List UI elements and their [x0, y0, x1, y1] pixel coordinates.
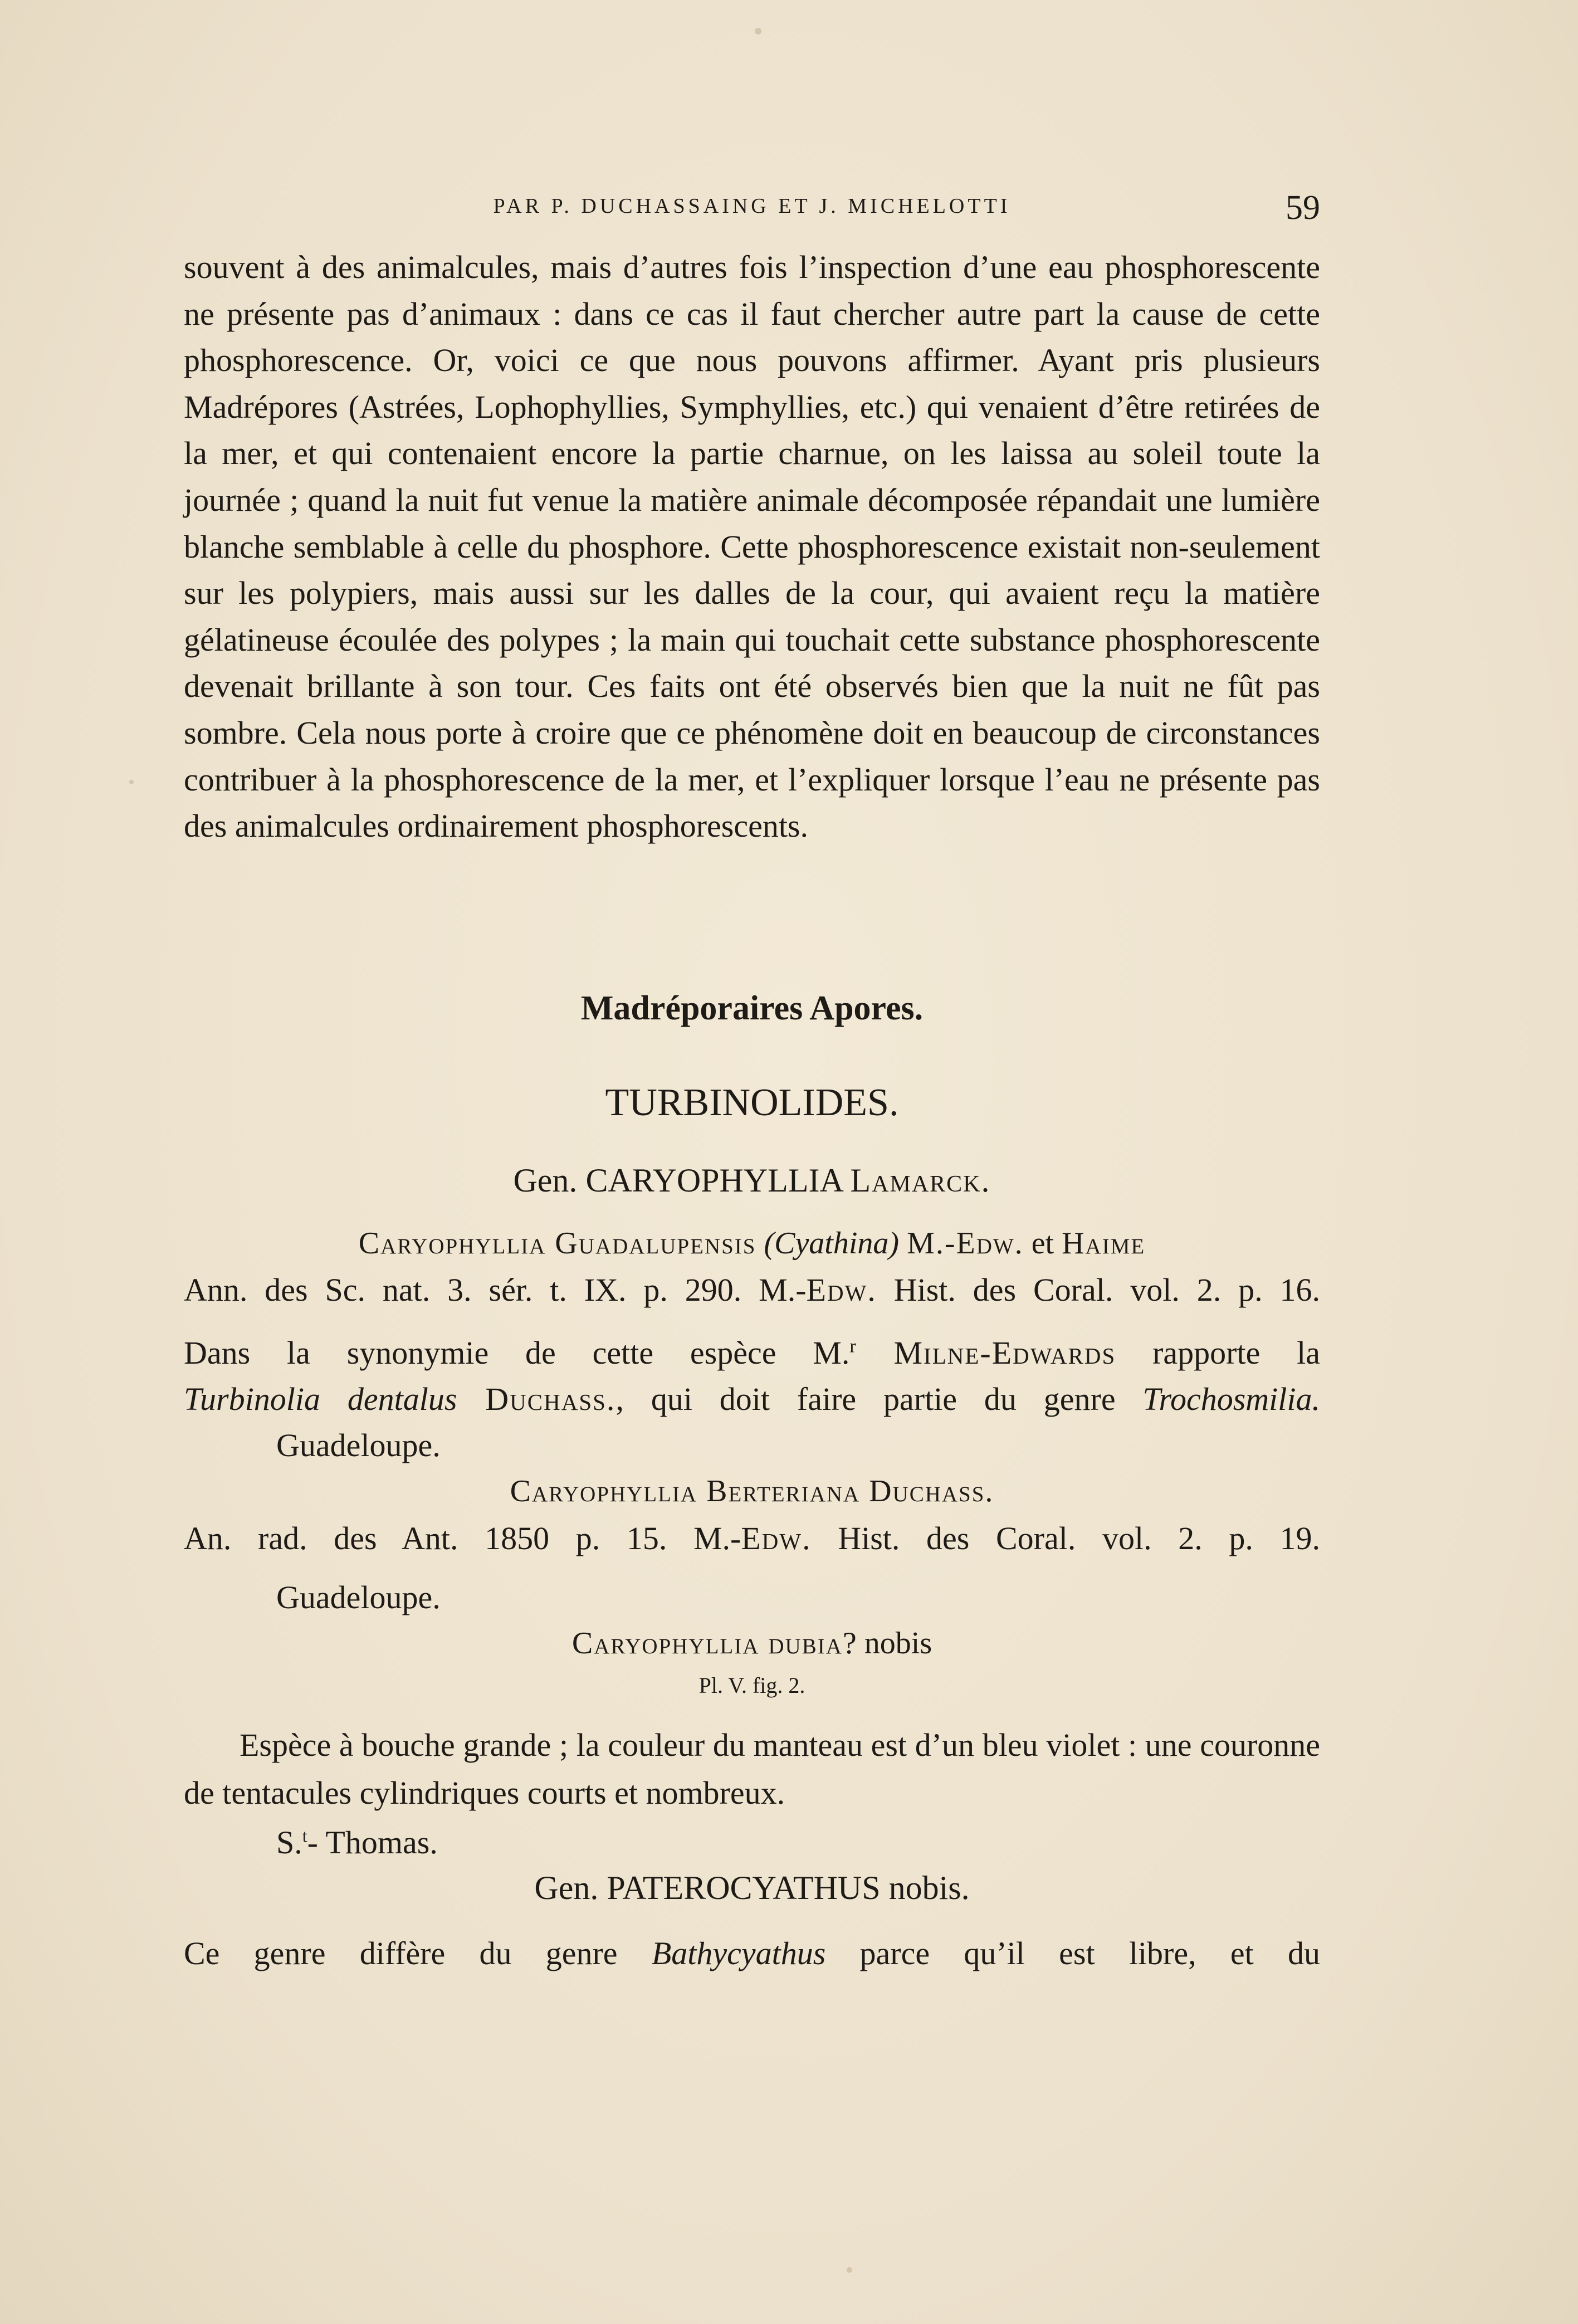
description-text: Espèce à bouche grande ; la couleur du manteau est d’un bleu violet : une couronne de tentacules cylindriques courts et nombreux.	[184, 1727, 1320, 1811]
species-berteriana-title	[184, 1473, 1320, 1509]
note-text: , qui doit faire partie du genre	[615, 1381, 1143, 1417]
species-name: Caryophyllia Berteriana Duchass.	[510, 1474, 994, 1508]
reference-text: Hist. des Coral. vol. 2. p. 16.	[876, 1272, 1320, 1308]
genus-heading-caryophyllia	[184, 1161, 1320, 1200]
intro-paragraph	[184, 244, 1320, 849]
genus-prefix: Gen.	[513, 1162, 578, 1199]
species-dubia-title	[184, 1625, 1320, 1661]
genus-name: CARYOPHYLLIA	[585, 1162, 842, 1199]
genus-author: Lamarck.	[850, 1162, 991, 1199]
paragraph-text: souvent à des animalcules, mais d’autres fois l’inspection d’une eau phosphorescente ne présente pas d’animaux : dans ce cas il faut chercher autre part la cause de cette phosphorescence. Or, voici ce que nous pouvons affirmer. Ayant pris plusieurs Madrépores (Astrées, Lophophyllies, Symphyllies, etc.) qui venaient d’être retirées de la mer, et qui contenaient encore la partie charnue, on les laissa au soleil toute la journée ; quand la nuit fut venue la matière animale décomposée répandait une lumière blanche semblable à celle du phosphore. Cette phosphorescence existait non-seulement sur les polypiers, mais aussi sur les dalles de la cour, qui avaient reçu la matière gélatineuse écoulée des polypes ; la main qui touchait cette substance phosphorescente devenait brillante à son tour. Ces faits ont été observés bien que la nuit ne fût pas sombre. Cela nous porte à croire que ce phénomène doit en beaucoup de circonstances contribuer à la phosphorescence de la mer, et l’expliquer lorsque l’eau ne présente pas des animalcules ordinairement phosphorescents.	[184, 249, 1320, 844]
note-author: Milne-Edwards	[856, 1335, 1116, 1371]
synonymy-note-line	[184, 1380, 1320, 1418]
species-name: Caryophyllia Guadalupensis	[358, 1226, 756, 1261]
locality-superscript: t	[302, 1825, 307, 1846]
species-dubia-description	[184, 1721, 1320, 1817]
reference-author: Edw.	[741, 1520, 812, 1556]
paper-spot	[755, 28, 761, 35]
species-reference	[184, 1271, 1320, 1309]
species-author: Haime	[1062, 1226, 1146, 1261]
species-reference	[184, 1520, 1320, 1557]
genus-reference: Bathycyathus	[651, 1935, 826, 1971]
locality	[276, 1824, 438, 1861]
species-name: Caryophyllia dubia	[571, 1626, 843, 1661]
synonymy-note-line	[184, 1334, 1320, 1371]
note-genus: Trochosmilia.	[1142, 1381, 1320, 1417]
genus-heading-paterocyathus	[184, 1869, 1320, 1907]
genus-prefix: Gen.	[534, 1869, 599, 1906]
locality: Guadeloupe.	[276, 1579, 441, 1615]
page-number: 59	[1286, 189, 1320, 227]
page-header	[184, 188, 1320, 233]
note-species: Turbinolia dentalus	[184, 1381, 457, 1417]
reference-text: An. rad. des Ant. 1850 p. 15. M.-	[184, 1520, 741, 1556]
genus-name: PATEROCYATHUS	[607, 1869, 881, 1906]
locality-text: - Thomas.	[307, 1824, 438, 1861]
genus-description-line	[184, 1935, 1320, 1972]
paper-spot	[847, 2267, 852, 2273]
locality-text: S.	[276, 1824, 302, 1861]
note-text: rapporte la	[1116, 1335, 1321, 1371]
species-author: M.-Edw.	[907, 1226, 1024, 1261]
locality: Guadeloupe.	[276, 1427, 441, 1463]
reference-text: Hist. des Coral. vol. 2. p. 19.	[811, 1520, 1320, 1556]
note-author: Duchass.	[457, 1381, 616, 1417]
note-text: Dans la synonymie de cette espèce M.	[184, 1335, 850, 1371]
section-heading: Madréporaires Apores.	[580, 989, 924, 1027]
paragraph-text: parce qu’il est libre, et du	[825, 1935, 1320, 1971]
plate-reference: Pl. V. fig. 2.	[698, 1673, 805, 1698]
paragraph-text: Ce genre diffère du genre	[184, 1935, 652, 1971]
note-superscript: r	[849, 1336, 856, 1357]
family-heading: TURBINOLIDES.	[605, 1081, 899, 1124]
genus-author: nobis.	[888, 1869, 970, 1906]
species-author-conjunction: et	[1031, 1226, 1054, 1261]
species-synonym: (Cyathina)	[764, 1226, 900, 1261]
paper-spot	[129, 780, 134, 784]
species-suffix: ? nobis	[842, 1626, 932, 1661]
reference-author: Edw.	[806, 1272, 877, 1308]
running-head: PAR P. DUCHASSAING ET J. MICHELOTTI	[493, 194, 1011, 218]
species-guadalupensis-title	[184, 1226, 1320, 1261]
reference-text: Ann. des Sc. nat. 3. sér. t. IX. p. 290. M.-	[184, 1272, 807, 1308]
